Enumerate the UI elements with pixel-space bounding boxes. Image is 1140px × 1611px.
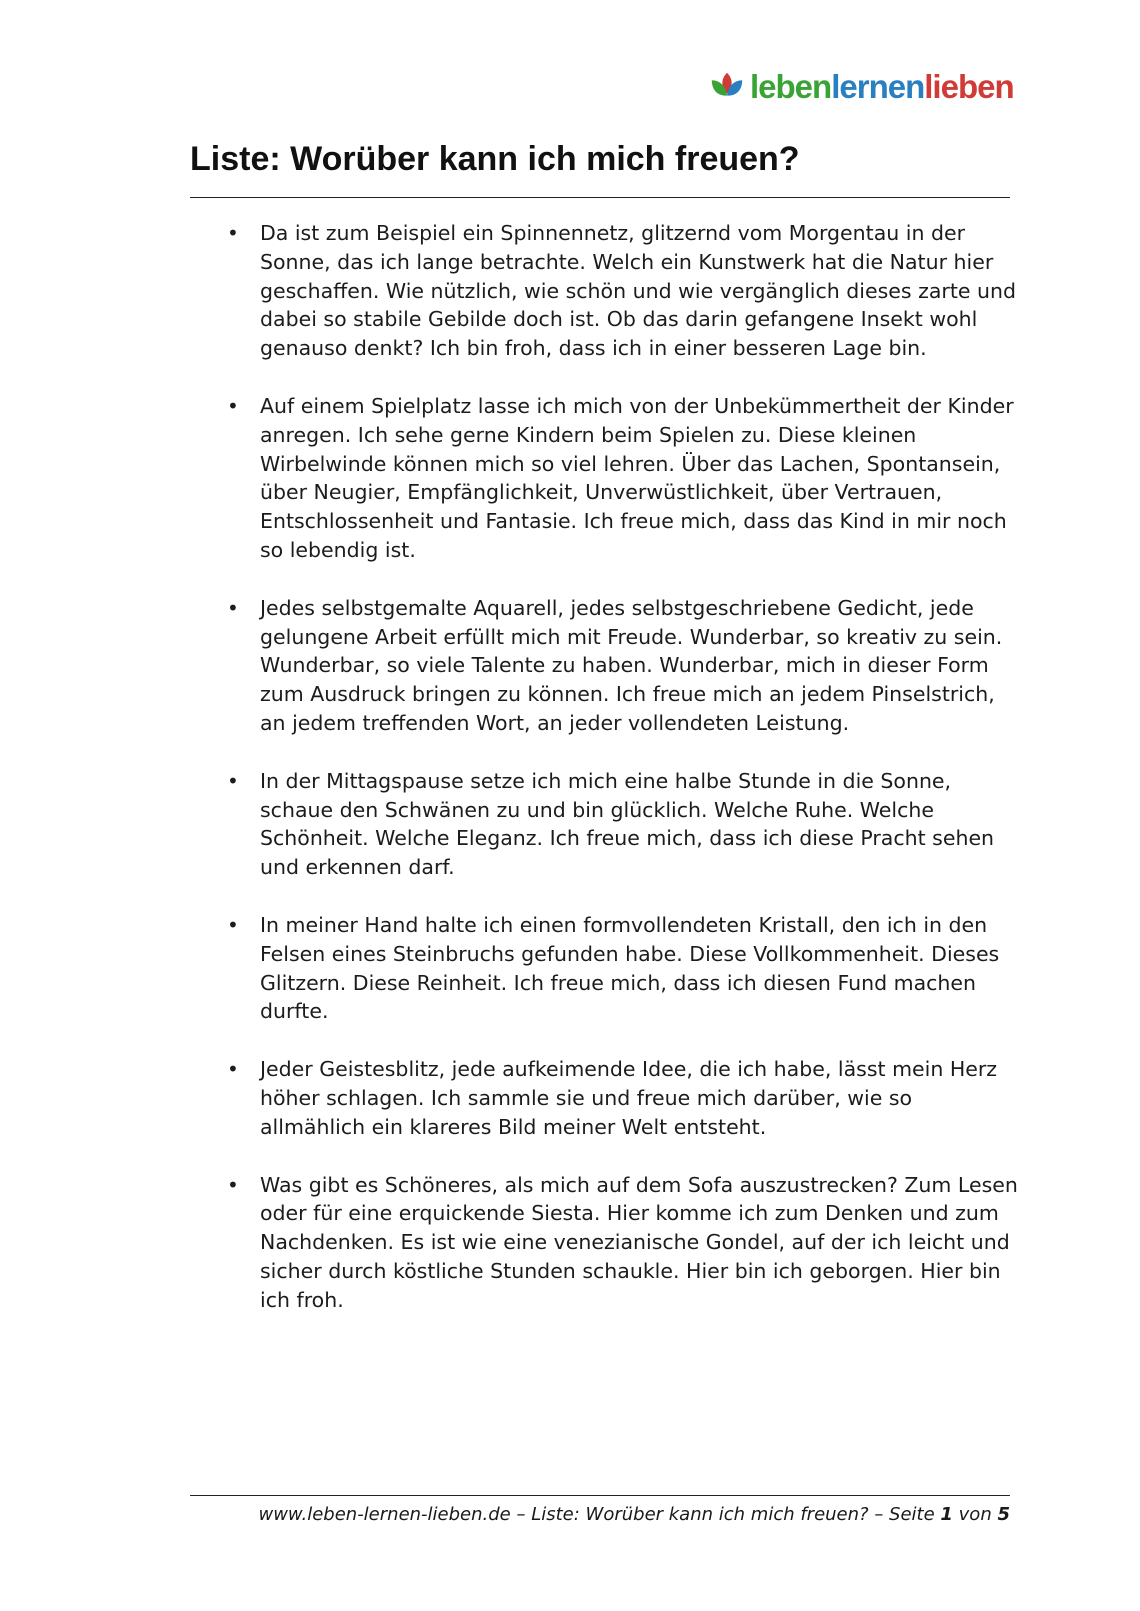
title-divider bbox=[190, 197, 1010, 198]
list-item bbox=[227, 767, 1020, 882]
bullet-icon: • bbox=[227, 768, 239, 793]
footer-of: von bbox=[952, 1504, 998, 1525]
bullet-icon: • bbox=[227, 1057, 239, 1082]
bullet-icon: • bbox=[227, 595, 239, 620]
list-item-text: Auf einem Spielplatz lasse ich mich von der Unbekümmertheit der Kinder anregen. Ich sehe gerne Kindern beim Spielen zu. Diese kleinen Wirbelwinde können mich so viel lehren. Über das Lachen, Spontansein, über Neugier, Empfänglichkeit, Unverwüstlichkeit, über Vertrauen, Entschlossenheit und Fantasie. Ich freue mich, dass das Kind in mir noch so lebendig ist. bbox=[260, 393, 1014, 562]
list-item bbox=[227, 1171, 1020, 1315]
footer-page-number: 1 bbox=[940, 1504, 953, 1525]
flower-logo-icon bbox=[708, 67, 746, 105]
joy-list bbox=[227, 219, 1020, 1344]
list-item-text: In meiner Hand halte ich einen formvollendeten Kristall, den ich in den Felsen eines Steinbruchs gefunden habe. Diese Vollkommenheit. Dieses Glitzern. Diese Reinheit. Ich freue mich, dass ich diesen Fund machen durfte. bbox=[260, 912, 1000, 1024]
footer-page-total: 5 bbox=[997, 1504, 1010, 1525]
footer-divider bbox=[190, 1495, 1010, 1496]
logo-word-lieben: lieben bbox=[924, 67, 1014, 105]
list-item-text: Da ist zum Beispiel ein Spinnennetz, glitzernd vom Morgentau in der Sonne, das ich lange betrachte. Welch ein Kunstwerk hat die Natur hier geschaffen. Wie nützlich, wie schön und wie vergänglich dieses zarte und dabei so stabile Gebilde doch ist. Ob das darin gefangene Insekt wohl genauso denkt? Ich bin froh, dass ich in einer besseren Lage bin. bbox=[260, 221, 1016, 361]
page-title: Liste: Worüber kann ich mich freuen? bbox=[190, 140, 800, 178]
list-item bbox=[227, 219, 1020, 363]
logo-word-leben: leben bbox=[750, 67, 832, 105]
list-item bbox=[227, 594, 1020, 738]
bullet-icon: • bbox=[227, 1172, 239, 1197]
logo-wordmark bbox=[750, 67, 1014, 105]
list-item-text: Jeder Geistesblitz, jede aufkeimende Idee, die ich habe, lässt mein Herz höher schlagen. Ich sammle sie und freue mich darüber, wie so allmählich ein klareres Bild meiner Welt entsteht. bbox=[260, 1057, 998, 1139]
list-item bbox=[227, 1055, 1020, 1141]
list-item-text: In der Mittagspause setze ich mich eine halbe Stunde in die Sonne, schaue den Schwänen zu und bin glücklich. Welche Ruhe. Welche Schönheit. Welche Eleganz. Ich freue mich, dass ich diese Pracht sehen und erkennen darf. bbox=[260, 768, 995, 880]
list-item-text: Jedes selbstgemalte Aquarell, jedes selbstgeschriebene Gedicht, jede gelungene Arbeit erfüllt mich mit Freude. Wunderbar, so kreativ zu sein. Wunderbar, so viele Talente zu haben. Wunderbar, mich in dieser Form zum Ausdruck bringen zu können. Ich freue mich an jedem Pinselstrich, an jedem treffenden Wort, an jeder vollendeten Leistung. bbox=[260, 595, 1003, 735]
list-item-text: Was gibt es Schöneres, als mich auf dem Sofa auszustrecken? Zum Lesen oder für eine erquickende Siesta. Hier komme ich zum Denken und zum Nachdenken. Es ist wie eine venezianische Gondel, auf der ich leicht und sicher durch köstliche Stunden schaukle. Hier bin ich geborgen. Hier bin ich froh. bbox=[260, 1172, 1018, 1312]
list-item bbox=[227, 911, 1020, 1026]
list-item bbox=[227, 392, 1020, 565]
bullet-icon: • bbox=[227, 393, 239, 418]
footer-text: www.leben-lernen-lieben.de – Liste: Worüber kann ich mich freuen? – Seite bbox=[258, 1504, 941, 1525]
bullet-icon: • bbox=[227, 912, 239, 937]
page-footer bbox=[190, 1500, 1010, 1530]
bullet-icon: • bbox=[227, 221, 239, 245]
site-logo bbox=[708, 64, 1014, 108]
logo-word-lernen: lernen bbox=[831, 67, 925, 105]
